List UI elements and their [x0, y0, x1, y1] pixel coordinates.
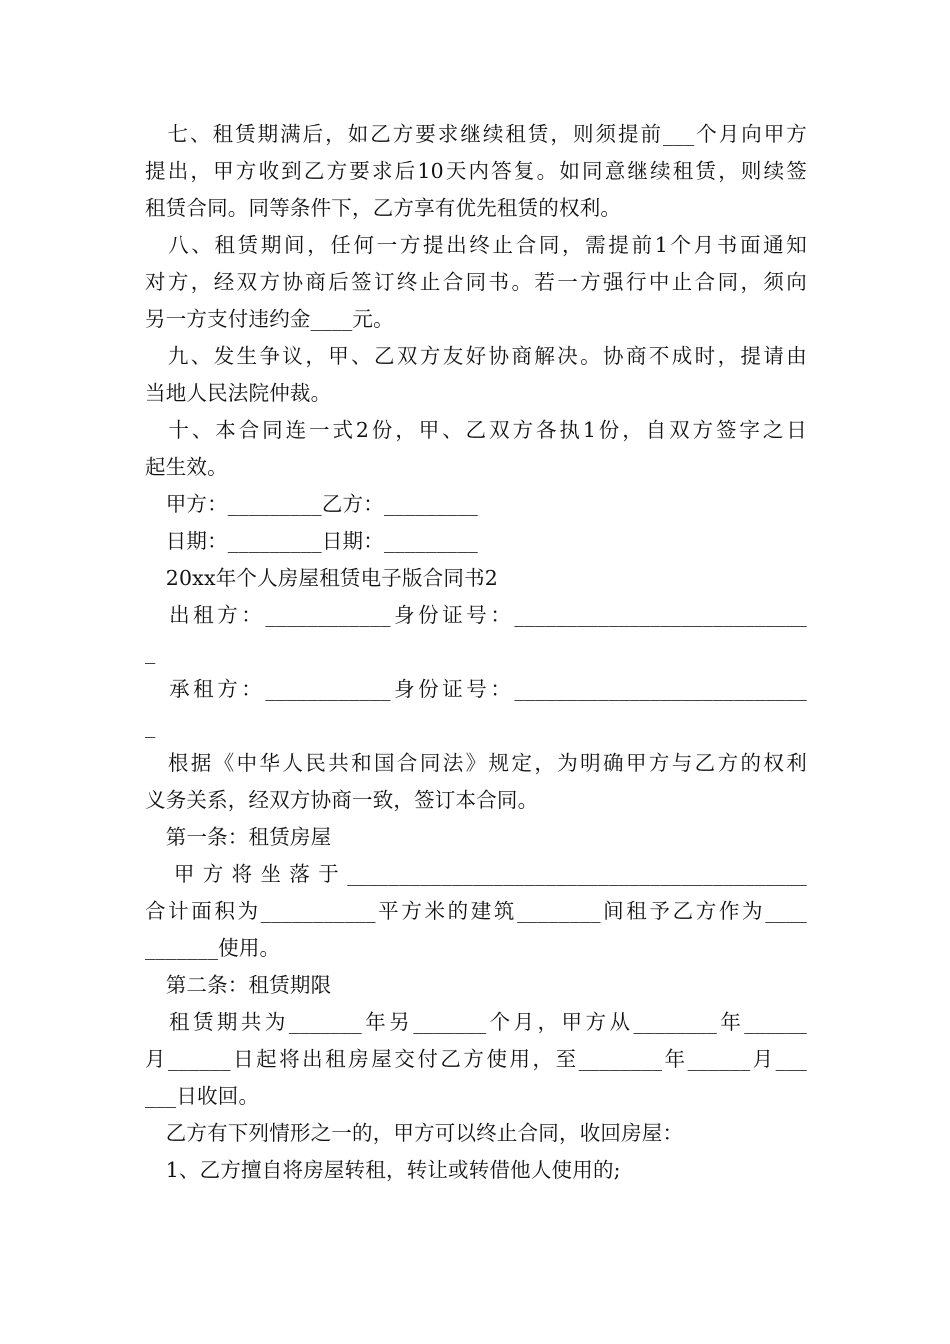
text-line: 乙方有下列情形之一的，甲方可以终止合同，收回房屋：: [145, 1121, 684, 1145]
text-line: 八、租赁期间，任何一方提出终止合同，需提前1个月书面通知: [145, 233, 807, 257]
text-line: 租赁期共为_______年另_______个月，甲方从________年______: [145, 1010, 807, 1034]
text-line: 根据《中华人民共和国合同法》规定，为明确甲方与乙方的权利: [145, 751, 807, 775]
text-line: 九、发生争议，甲、乙双方友好协商解决。协商不成时，提请由: [145, 344, 807, 368]
text-line: 租赁合同。同等条件下，乙方享有优先租赁的权利。: [145, 196, 622, 220]
text-line: _: [145, 714, 156, 738]
signature-line-dates: 日期：_________日期：_________: [145, 529, 478, 553]
article-heading: 第一条：租赁房屋: [145, 825, 332, 849]
text-line: 当地人民法院仲裁。: [145, 381, 332, 405]
text-line: 合计面积为___________平方米的建筑________间租予乙方作为____: [145, 899, 807, 923]
text-line: 对方，经双方协商后签订终止合同书。若一方强行中止合同，须向: [145, 270, 807, 294]
document-body: [145, 116, 807, 1189]
signature-line-parties: 甲方：_________乙方：_________: [145, 492, 478, 516]
text-line: 十、本合同连一式2份，甲、乙双方各执1份，自双方签字之日: [145, 418, 807, 442]
text-line: 甲方将坐落于____________________________________________: [145, 862, 807, 886]
text-line: 义务关系，经双方协商一致，签订本合同。: [145, 788, 539, 812]
text-line: _______使用。: [145, 936, 281, 960]
text-line: _: [145, 640, 156, 664]
text-line: 另一方支付违约金____元。: [145, 307, 394, 331]
text-line: ___日收回。: [145, 1084, 260, 1108]
text-line: 月______日起将出租房屋交付乙方使用，至________年______月___: [145, 1047, 807, 1071]
section-title: 20xx年个人房屋租赁电子版合同书2: [145, 566, 499, 590]
lessor-line: 出租方：____________身份证号：____________________________: [145, 603, 807, 627]
article-heading: 第二条：租赁期限: [145, 973, 332, 997]
text-line: 起生效。: [145, 455, 228, 479]
lessee-line: 承租方：____________身份证号：____________________________: [145, 677, 807, 701]
text-line: 提出，甲方收到乙方要求后10天内答复。如同意继续租赁，则续签: [145, 159, 807, 183]
text-line: 1、乙方擅自将房屋转租，转让或转借他人使用的;: [145, 1158, 621, 1182]
text-line: 七、租赁期满后，如乙方要求继续租赁，则须提前___个月向甲方: [145, 122, 807, 146]
